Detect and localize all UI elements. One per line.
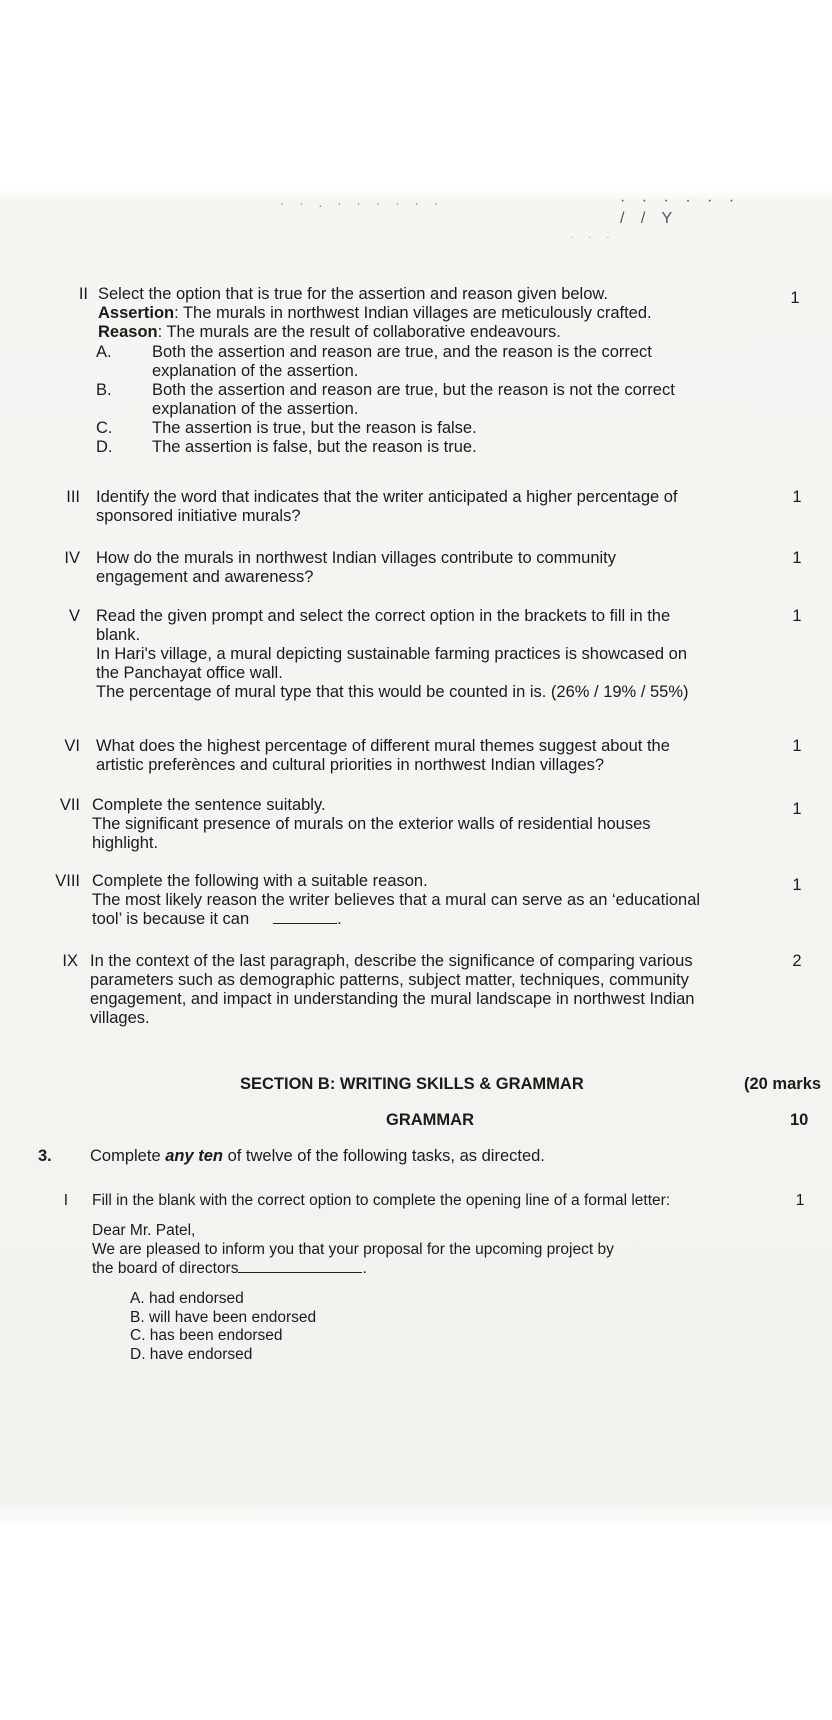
- question-number: 3.: [38, 1147, 52, 1165]
- question-text: Complete: [90, 1147, 166, 1165]
- blank-end: .: [337, 910, 342, 928]
- question-body: [92, 796, 768, 853]
- question-marks: 1: [795, 1192, 805, 1209]
- grammar-marks: 10: [790, 1111, 809, 1129]
- question-marks: 1: [792, 488, 802, 506]
- question-line: Read the given prompt and select the correct option in the brackets to fill in the: [96, 607, 671, 625]
- question-prompt: Fill in the blank with the correct option to complete the opening line of a formal letter:: [92, 1192, 671, 1209]
- scan-mark: · · ·: [570, 232, 616, 243]
- question-line: highlight.: [92, 834, 159, 852]
- question-line: The percentage of mural type that this would be counted in is. (26% / 19% / 55%): [96, 683, 689, 701]
- question-number: III: [66, 488, 80, 506]
- reason-line: [98, 323, 756, 342]
- question-body: [98, 285, 756, 342]
- option-b: [96, 381, 766, 419]
- option-d: D. have endorsed: [130, 1345, 253, 1363]
- option-text-cont: explanation of the assertion.: [152, 400, 359, 418]
- section-b-title: SECTION B: WRITING SKILLS & GRAMMAR: [240, 1075, 584, 1093]
- question-line: How do the murals in northwest Indian villages contribute to community: [96, 549, 616, 567]
- answer-blank: [238, 1260, 362, 1273]
- option-text: The assertion is false, but the reason is true.: [152, 438, 477, 456]
- question-number: IX: [62, 952, 78, 970]
- option-a: A. had endorsed: [130, 1290, 244, 1307]
- question-body: [90, 952, 768, 1028]
- grammar-title: GRAMMAR: [386, 1111, 474, 1129]
- question-line: In the context of the last paragraph, describe the significance of comparing various: [90, 952, 693, 970]
- question-marks: 2: [792, 952, 802, 970]
- blank-end: .: [362, 1260, 367, 1277]
- question-line: Identify the word that indicates that the writer anticipated a higher percentage of: [96, 488, 678, 506]
- question-line: blank.: [96, 626, 141, 644]
- question-number: I: [63, 1192, 68, 1209]
- options-list: [130, 1290, 530, 1364]
- question-line: artistic preferènces and cultural priorities in northwest Indian villages?: [96, 756, 605, 774]
- option-text: Both the assertion and reason are true, but the reason is not the correct: [152, 381, 675, 399]
- question-body: [92, 872, 768, 929]
- question-line: What does the highest percentage of different mural themes suggest about the: [96, 737, 670, 755]
- question-body: [92, 1191, 772, 1278]
- question-marks: 1: [792, 800, 802, 818]
- assertion-line: [98, 304, 756, 323]
- option-a: [96, 343, 766, 381]
- letter-line: We are pleased to inform you that your proposal for the upcoming project by: [92, 1241, 614, 1258]
- option-text-cont: explanation of the assertion.: [152, 362, 359, 380]
- question-marks: 1: [790, 289, 800, 307]
- question-number: VII: [59, 796, 80, 814]
- question-prompt: Select the option that is true for the assertion and reason given below.: [98, 285, 608, 303]
- question-marks: 1: [792, 876, 802, 894]
- emphasis-text: any ten: [165, 1147, 223, 1165]
- scan-mark: · · . · · · · · ·: [280, 196, 444, 210]
- scan-artifacts: [280, 192, 760, 246]
- question-number: IV: [64, 549, 80, 567]
- question-body: [96, 488, 768, 526]
- option-d: [96, 438, 766, 457]
- letter-line: the board of directors: [92, 1260, 239, 1277]
- reason-label: Reason: [98, 323, 158, 341]
- question-line: the Panchayat office wall.: [96, 664, 283, 682]
- options-list: [96, 343, 766, 457]
- question-text: of twelve of the following tasks, as directed.: [222, 1147, 545, 1165]
- option-letter: B.: [96, 381, 112, 399]
- question-body: [90, 1147, 760, 1166]
- section-b-marks: (20 marks: [744, 1075, 822, 1093]
- question-line: sponsored initiative murals?: [96, 507, 301, 525]
- option-c: [96, 419, 766, 438]
- reason-text: : The murals are the result of collaborative endeavours.: [157, 323, 561, 341]
- question-line: engagement and awareness?: [96, 568, 314, 586]
- question-marks: 1: [792, 607, 802, 625]
- question-body: [96, 607, 768, 702]
- question-line-with-blank: [92, 910, 768, 929]
- question-marks: 1: [792, 737, 802, 755]
- letter-line-with-blank: [92, 1259, 772, 1278]
- option-b: B. will have been endorsed: [130, 1308, 317, 1326]
- question-line: engagement, and impact in understanding the mural landscape in northwest Indian: [90, 990, 695, 1008]
- question-number: V: [68, 607, 80, 625]
- assertion-text: : The murals in northwest Indian villages are meticulously crafted.: [174, 304, 652, 322]
- option-letter: D.: [96, 438, 113, 456]
- question-number: II: [78, 285, 88, 303]
- question-marks: 1: [792, 549, 802, 567]
- option-text: The assertion is true, but the reason is false.: [152, 419, 477, 437]
- question-body: [96, 549, 768, 587]
- question-line: The significant presence of murals on the exterior walls of residential houses: [92, 815, 651, 833]
- question-line: The most likely reason the writer believes that a mural can serve as an ‘educational: [92, 891, 701, 909]
- letter-salutation: Dear Mr. Patel,: [92, 1222, 196, 1239]
- question-line: Complete the sentence suitably.: [92, 796, 326, 814]
- assertion-label: Assertion: [98, 304, 175, 322]
- question-body: [96, 737, 768, 775]
- option-text: Both the assertion and reason are true, and the reason is the correct: [152, 343, 652, 361]
- option-letter: C.: [96, 419, 113, 437]
- option-letter: A.: [96, 343, 112, 361]
- option-c: C. has been endorsed: [130, 1327, 283, 1344]
- scan-mark: · · · · · · / / Y: [620, 192, 741, 227]
- question-line: parameters such as demographic patterns, subject matter, techniques, community: [90, 971, 689, 989]
- question-number: VIII: [55, 872, 80, 890]
- answer-blank: [273, 911, 337, 924]
- question-line: tool’ is because it can: [92, 910, 250, 928]
- question-line: Complete the following with a suitable reason.: [92, 872, 428, 890]
- question-line: villages.: [90, 1009, 150, 1027]
- question-number: VI: [64, 737, 80, 755]
- question-line: [90, 1147, 760, 1166]
- question-line: In Hari's village, a mural depicting sustainable farming practices is showcased on: [96, 645, 688, 663]
